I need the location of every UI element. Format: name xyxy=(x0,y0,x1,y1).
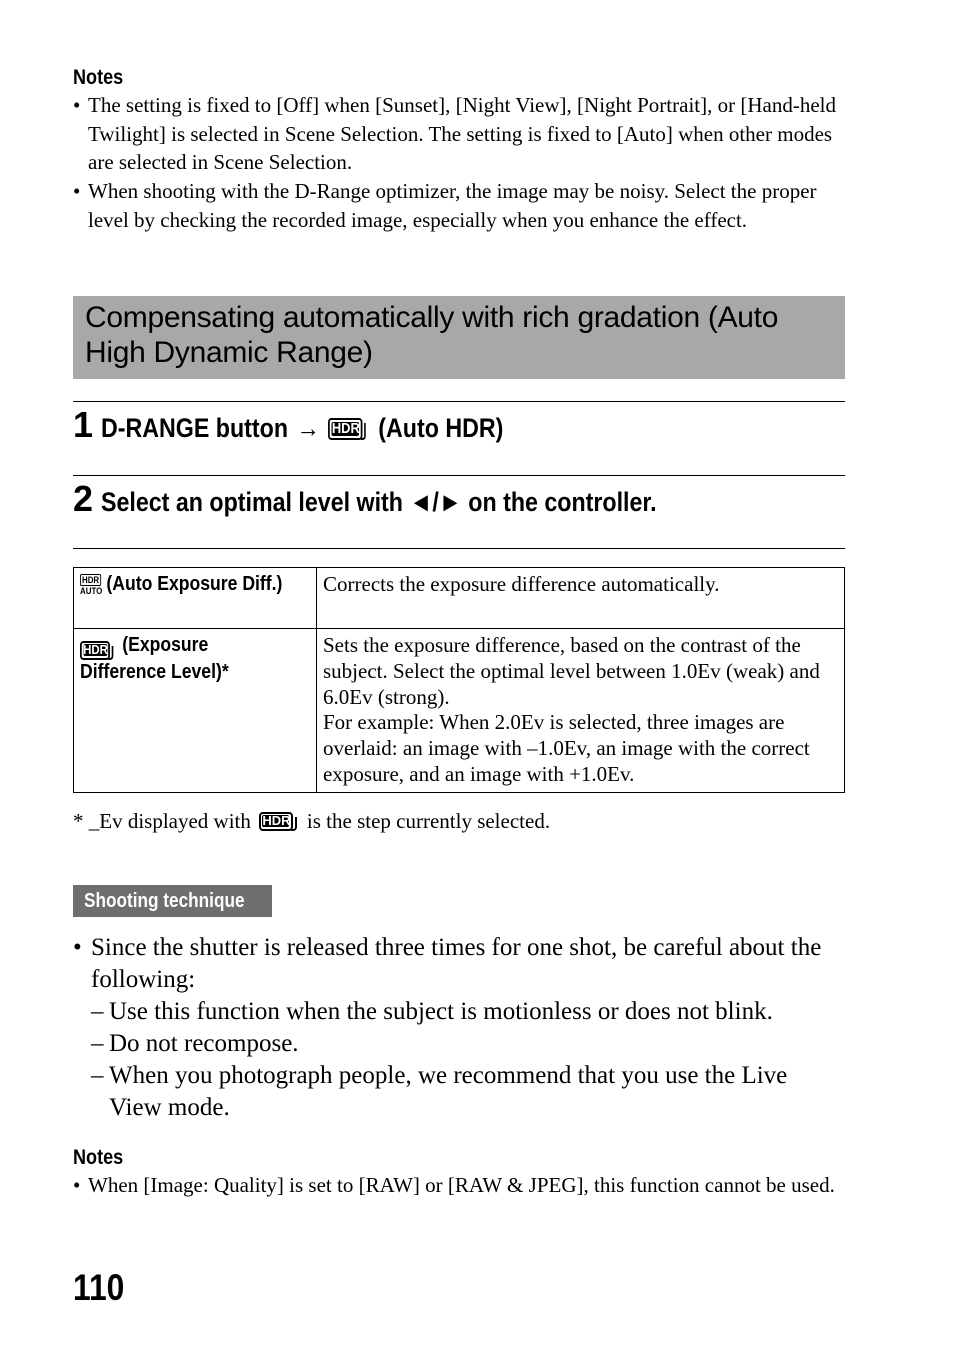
divider xyxy=(73,475,845,476)
notes-heading: Notes xyxy=(73,1146,124,1169)
option-description: Sets the exposure difference, based on the contrast of the subject. Select the optimal level between 1.0Ev (weak) and 6.0Ev (strong). For example: When 2.0Ev is selected, three images are overlaid: an image with –1.0Ev, an image with the correct exposure, and an image with +1.0Ev. xyxy=(317,629,845,793)
hdr-auto-icon: HDR AUTO xyxy=(80,575,103,596)
footnote: * _Ev displayed with HDR is the step currently selected. xyxy=(73,809,551,833)
option-label-cell xyxy=(74,629,317,793)
table-row xyxy=(74,568,845,629)
table-row xyxy=(74,629,845,793)
step-instruction: Select an optimal level with ◄/► on the controller. xyxy=(101,487,657,517)
notes-top xyxy=(73,66,845,235)
note-item: • When shooting with the D-Range optimizer, the image may be noisy. Select the proper level by checking the recorded image, especially when you enhance the effect. xyxy=(73,177,845,234)
d-range-button-label: D-RANGE button xyxy=(101,413,289,443)
notes-heading: Notes xyxy=(73,66,124,89)
step-2 xyxy=(73,478,747,520)
note-item: • When [Image: Quality] is set to [RAW] or [RAW & JPEG], this function cannot be used. xyxy=(73,1171,845,1200)
option-label: (Exposure Difference Level)* xyxy=(80,634,229,683)
step-instruction xyxy=(101,413,503,444)
step-1 xyxy=(73,404,569,446)
step-number: 1 xyxy=(73,404,94,445)
option-label: (Auto Exposure Diff.) xyxy=(106,573,283,595)
options-table xyxy=(73,567,845,793)
shooting-technique-heading: Shooting technique xyxy=(73,885,272,917)
section-title: Compensating automatically with rich gradation (Auto High Dynamic Range) xyxy=(73,296,845,379)
notes-list xyxy=(73,91,845,235)
option-description: Corrects the exposure difference automatically. xyxy=(317,568,845,629)
note-item: • The setting is fixed to [Off] when [Sunset], [Night View], [Night Portrait], or [Hand-held Twilight] is selected in Scene Selection. The setting is fixed to [Auto] when other modes are selected in Scene Selection. xyxy=(73,91,845,177)
auto-hdr-label: (Auto HDR) xyxy=(378,413,504,443)
notes-bottom xyxy=(73,1146,845,1200)
hdr-icon: HDR xyxy=(328,418,362,440)
arrow-icon: → xyxy=(296,413,320,443)
hdr-icon: HDR xyxy=(259,812,293,831)
divider xyxy=(73,548,845,549)
technique-list xyxy=(73,932,845,1124)
option-label-cell xyxy=(74,568,317,629)
page-number: 110 xyxy=(73,1267,125,1308)
list-item: – When you photograph people, we recommend that you use the Live View mode. xyxy=(73,1060,845,1124)
list-item: – Do not recompose. xyxy=(73,1028,845,1060)
list-item: – Use this function when the subject is motionless or does not blink. xyxy=(73,996,845,1028)
divider xyxy=(73,401,845,402)
step-number: 2 xyxy=(73,478,94,519)
list-item: • Since the shutter is released three times for one shot, be careful about the following: xyxy=(73,932,845,996)
hdr-icon: HDR xyxy=(80,641,110,660)
notes-list xyxy=(73,1171,845,1200)
